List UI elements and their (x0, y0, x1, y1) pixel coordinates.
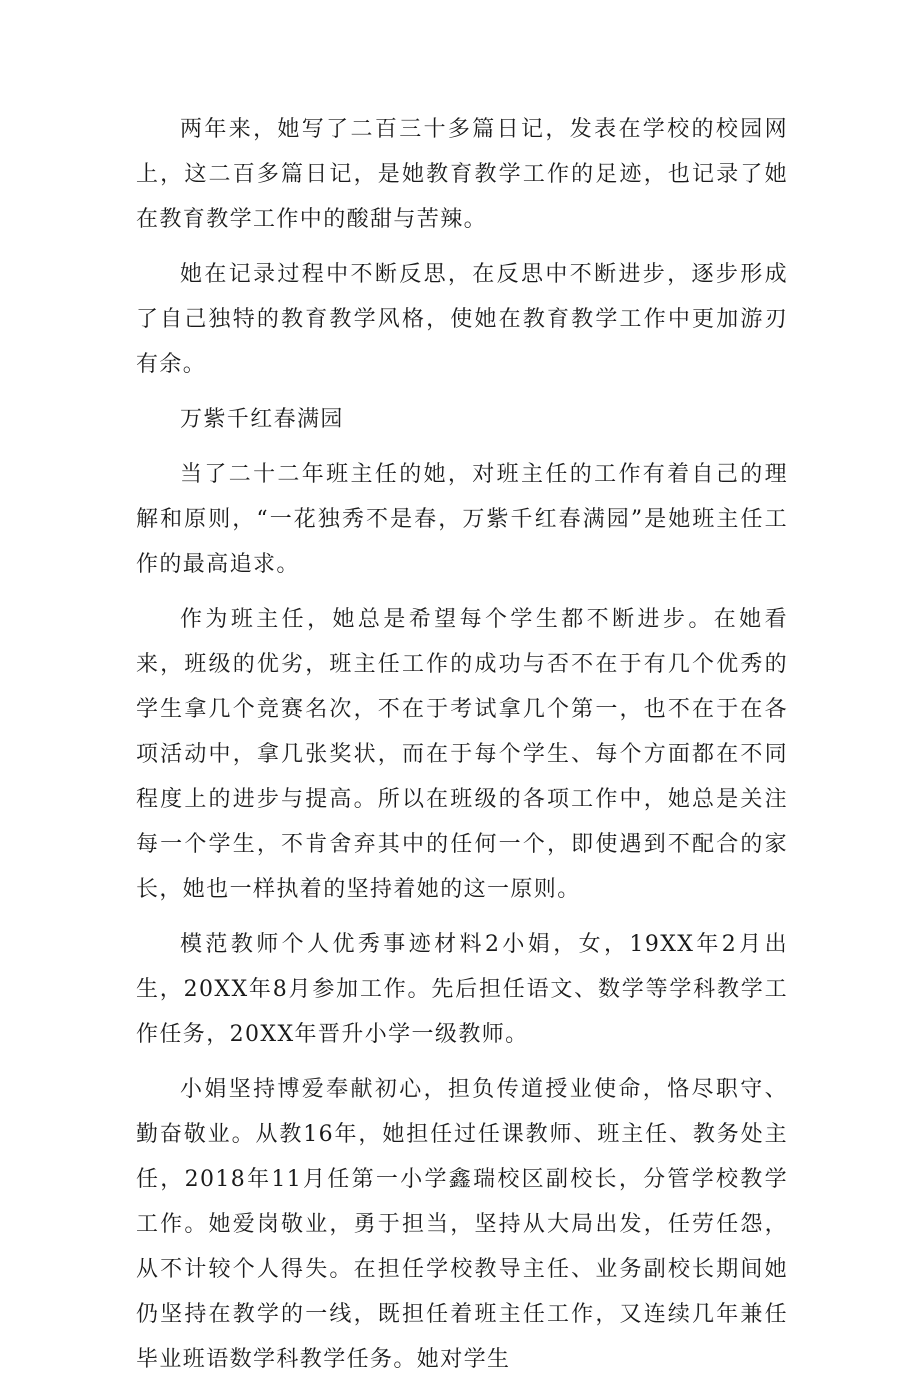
paragraph-reflection: 她在记录过程中不断反思，在反思中不断进步，逐步形成了自己独特的教育教学风格，使她在教育教学工作中更加游刃有余。 (136, 262, 788, 377)
paragraph-class-teacher: 当了二十二年班主任的她，对班主任的工作有着自己的理解和原则，“一花独秀不是春，万紫千红春满园”是她班主任工作的最高追求。 (136, 462, 788, 577)
paragraph-career: 小娟坚持博爱奉献初心，担负传道授业使命，恪尽职守、勤奋敬业。从教16年，她担任过任课教师、班主任、教务处主任，2018年11月任第一小学鑫瑞校区副校长，分管学校教学工作。她爱岗敬业，勇于担当，坚持从大局出发，任劳任怨，从不计较个人得失。在担任学校教导主任、业务副校长期间她仍坚持在教学的一线，既担任着班主任工作，又连续几年兼任毕业班语数学科教学任务。她对学生 (136, 1077, 788, 1372)
section-heading: 万紫千红春满园 (180, 407, 344, 432)
paragraph-profile: 模范教师个人优秀事迹材料2小娟，女，19XX年2月出生，20XX年8月参加工作。先后担任语文、数学等学科教学工作任务，20XX年晋升小学一级教师。 (136, 932, 788, 1047)
paragraph-student-progress: 作为班主任，她总是希望每个学生都不断进步。在她看来，班级的优劣，班主任工作的成功与否不在于有几个优秀的学生拿几个竞赛名次，不在于考试拿几个第一，也不在于在各项活动中，拿几张奖状，而在于每个学生、每个方面都在不同程度上的进步与提高。所以在班级的各项工作中，她总是关注每一个学生，不肯舍弃其中的任何一个，即使遇到不配合的家长，她也一样执着的坚持着她的这一原则。 (136, 607, 788, 902)
paragraph-diary: 两年来，她写了二百三十多篇日记，发表在学校的校园网上，这二百多篇日记，是她教育教学工作的足迹，也记录了她在教育教学工作中的酸甜与苦辣。 (136, 117, 788, 232)
document-body (136, 107, 788, 1392)
